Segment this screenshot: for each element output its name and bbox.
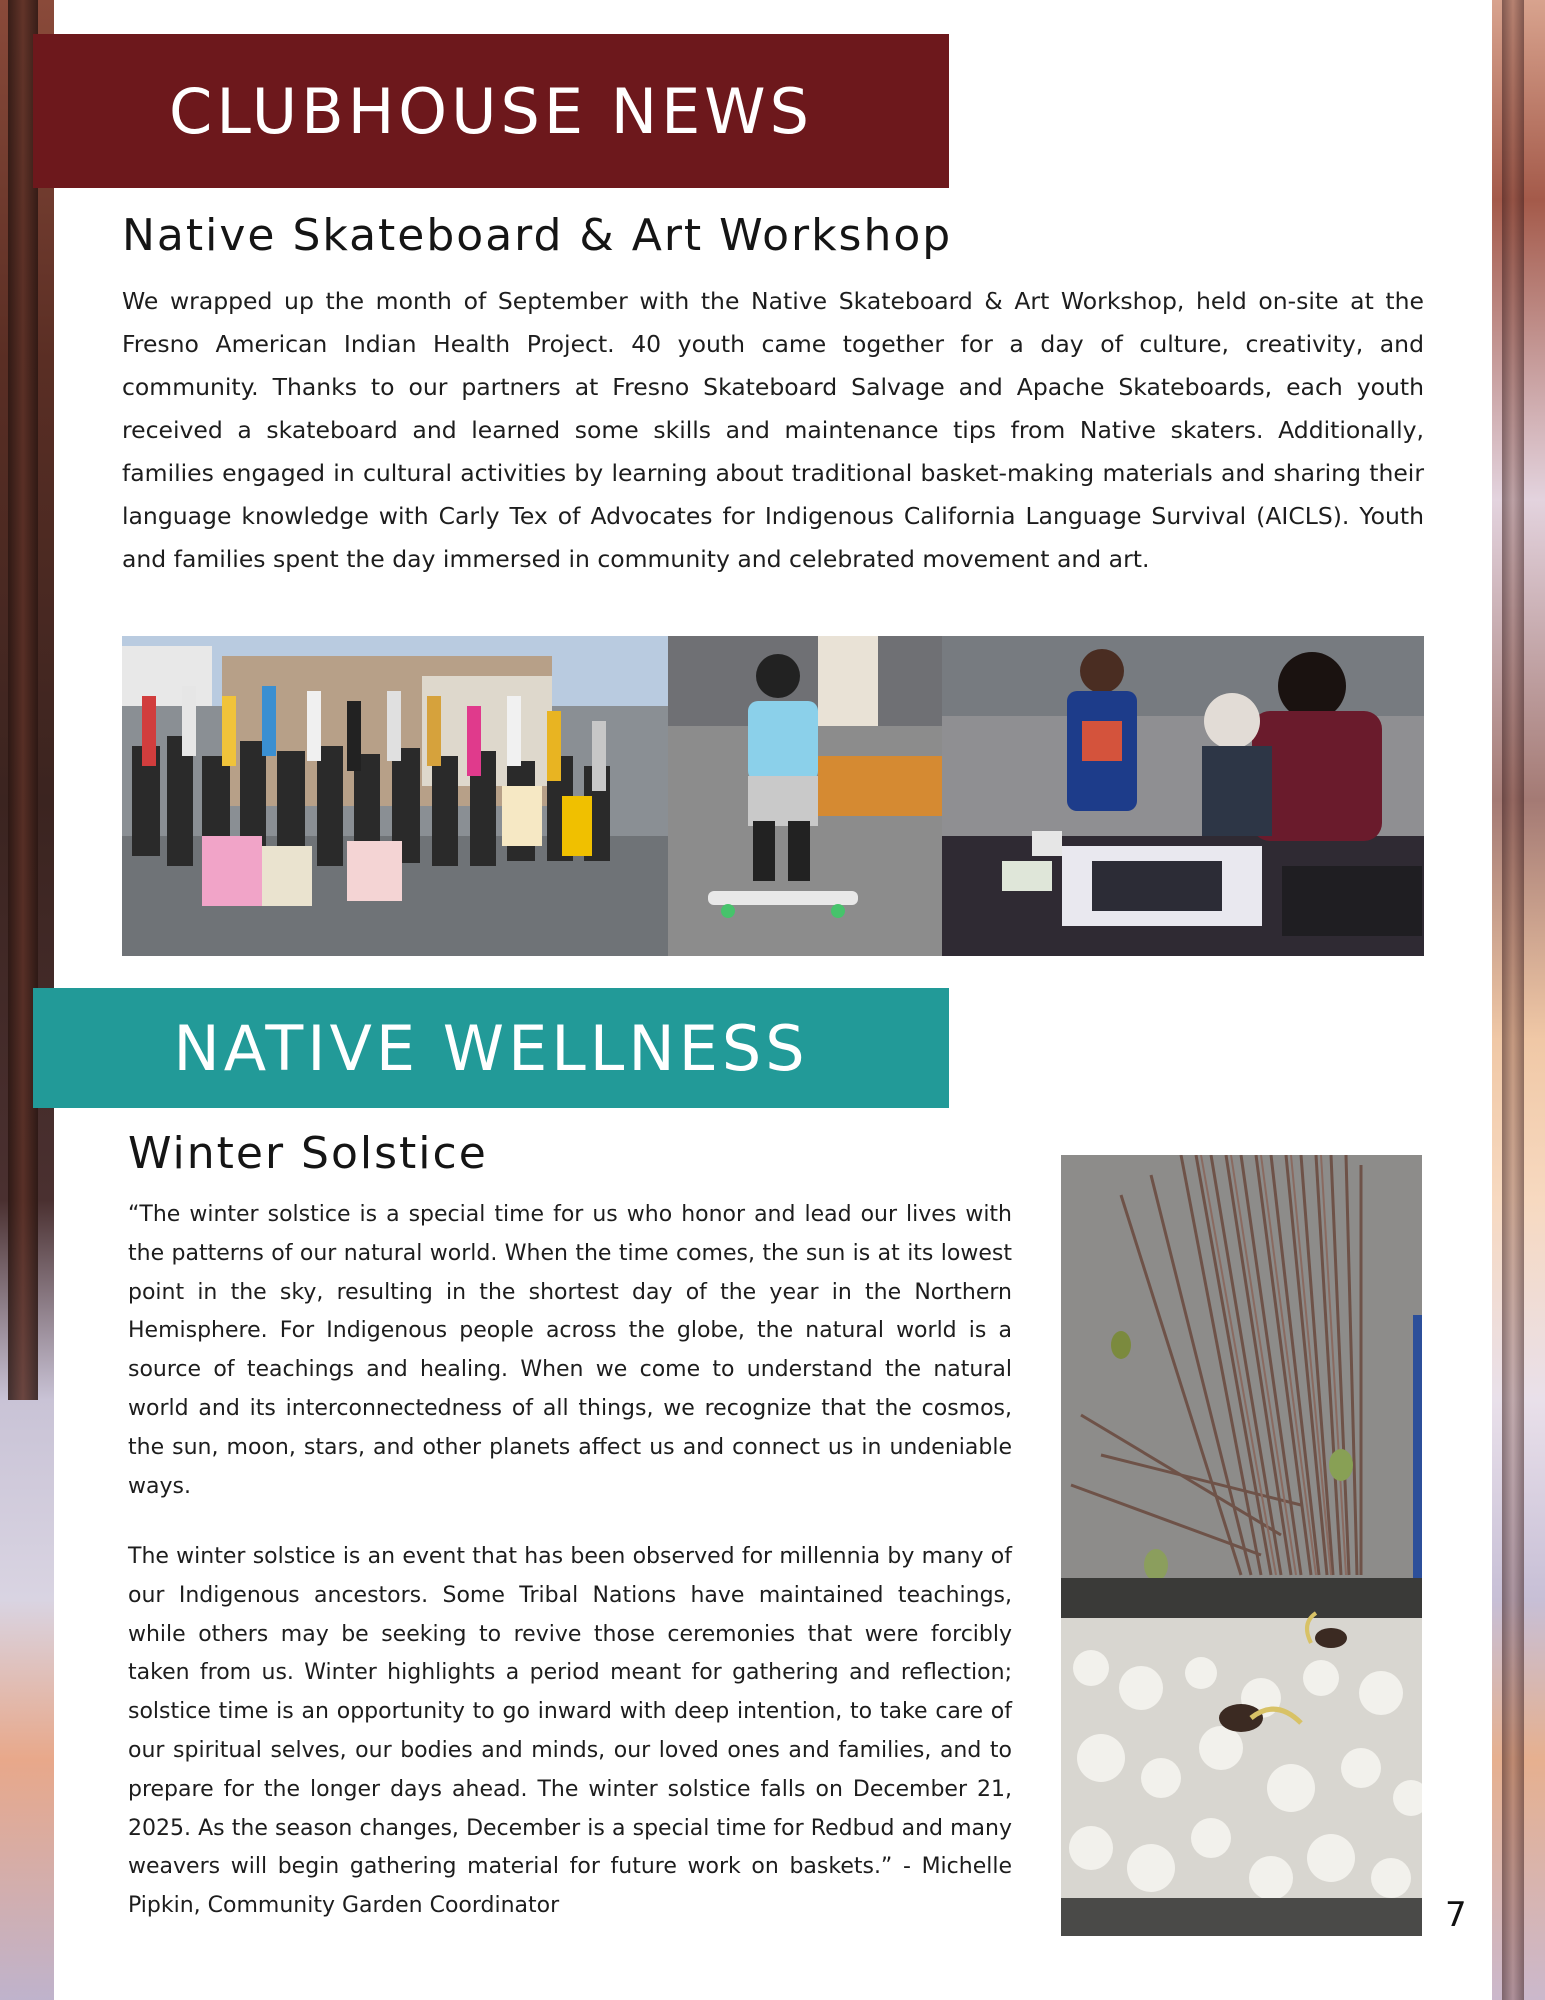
skateboard-workshop-paragraph: We wrapped up the month of September with the Native Skateboard & Art Workshop, held on-site at the Fresno American Indian Health Project. 40 youth came together for a day of culture, creativity, and community. Thanks to our partners at Fresno Skateboard Salvage and Apache Skateboards, each youth received a skateboard and learned some skills and maintenance tips from Native skaters. Additionally, families engaged in cultural activities by learning about traditional basket-making materials and sharing their language knowledge with Carly Tex of Advocates for Indigenous California Language Survival (AICLS). Youth and families spent the day immersed in community and celebrated movement and art.: [122, 287, 1424, 573]
native-wellness-heading: NATIVE WELLNESS: [173, 1011, 809, 1085]
skateboard-workshop-title: Native Skateboard & Art Workshop: [122, 210, 953, 261]
photo-redbud-branches: [1061, 1155, 1422, 1578]
clubhouse-news-banner: [33, 34, 949, 188]
photo-child-skateboarding: [668, 636, 942, 956]
photo-family-art-activity: [942, 636, 1424, 956]
winter-solstice-title: Winter Solstice: [128, 1128, 488, 1179]
winter-solstice-paragraph-2: The winter solstice is an event that has been observed for millennia by many of our Indigenous ancestors. Some Tribal Nations have maintained teachings, while others may be seeking to revive those ceremonies that were forcibly taken from us. Winter highlights a period meant for gathering and reflection; solstice time is an opportunity to go inward with deep intention, to take care of our spiritual selves, our bodies and minds, our loved ones and families, and to prepare for the longer days ahead. The winter solstice falls on December 21, 2025. As the season changes, December is a special time for Redbud and many weavers will begin gathering material for future work on baskets.” - Michelle Pipkin, Community Garden Coordinator: [128, 1544, 1012, 1919]
page-number: 7: [1445, 1895, 1467, 1935]
native-wellness-banner: [33, 988, 949, 1108]
group-photo-skateboards: [122, 636, 668, 956]
clubhouse-news-heading: CLUBHOUSE NEWS: [169, 74, 813, 148]
winter-solstice-paragraph-1: “The winter solstice is a special time for us who honor and lead our lives with the patterns of our natural world. When the time comes, the sun is at its lowest point in the sky, resulting in the shortest day of the year in the Northern Hemisphere. For Indigenous people across the globe, the natural world is a source of teachings and healing. When we come to understand the natural world and its interconnectedness of all things, we recognize that the cosmos, the sun, moon, stars, and other planets affect us and connect us in undeniable ways.: [128, 1202, 1012, 1499]
photo-seedlings-in-perlite: [1061, 1578, 1422, 1936]
decorative-forest-right: [1492, 0, 1545, 2000]
